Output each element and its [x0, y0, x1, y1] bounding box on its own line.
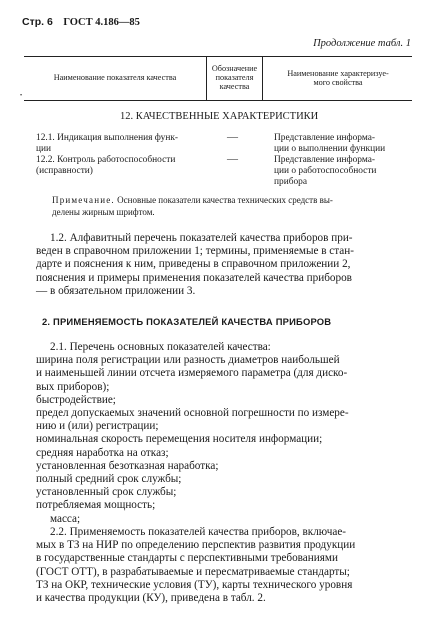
section-2-heading: 2. ПРИМЕНЯЕМОСТЬ ПОКАЗАТЕЛЕЙ КАЧЕСТВА ПРИБОРОВ [42, 316, 332, 327]
table-note: Примечание. Основные показатели качества технических средств вы- делены жирным шрифтом. [52, 195, 333, 217]
table-continuation-label: Продолжение табл. 1 [313, 38, 411, 49]
table-header-rule [24, 100, 412, 101]
table-row-property: Представление информа- ции о работоспособности прибора [274, 155, 377, 187]
col-header-property: Наименование характеризуе- мого свойства [287, 69, 389, 87]
note-label: Примечание. [52, 195, 115, 205]
table-row-symbol: — [227, 153, 238, 165]
paragraph-2-1: 2.1. Перечень основных показателей качества: ширина поля регистрации или разность диаметров наибольшей и наименьшей линии отсчета измеряемого параметра (для диско- вых приборов); быстродействие; предел допускаемых значений основной погрешности по измере- нию и (или) регистрации; номинальная скорость перемещения носителя информации; средняя наработка на отказ; установленная безотказная наработка; полный средний срок службы; установленный срок службы; потребляемая мощность; масса; [36, 341, 349, 525]
table-row-symbol: — [227, 131, 238, 143]
table-row-name: 12.2. Контроль работоспособности (исправности) [36, 155, 176, 176]
col-header-symbol: Обозначение показателя качества [211, 64, 258, 91]
paragraph-2-2: 2.2. Применяемость показателей качества приборов, включае- мых в ТЗ на НИР по определению перспектив развития продукции в государственные стандарты с перспективными требованиями (ГОСТ ОТТ), в разрабатываемые и пересматриваемые стандарты; ТЗ на ОКР, технические условия (ТУ), карты технического уровня и качества продукции (КУ), приведена в табл. 2. [36, 526, 356, 605]
page-number: Стр. 6 [22, 16, 53, 28]
running-header [22, 16, 140, 28]
col-header-name: Наименование показателя качества [53, 73, 177, 82]
table-top-rule [24, 56, 412, 57]
table-column-divider [262, 56, 263, 100]
standard-designation: ГОСТ 4.186—85 [63, 17, 140, 28]
paragraph-1-2: 1.2. Алфавитный перечень показателей качества приборов при- веден в справочном приложении 1; термины, применяемые в стан- дарте и пояснения к ним, приведены в справочном приложении 2, пояснения и примеры применения показателей качества приборов — в обязательном приложении 3. [36, 232, 354, 297]
margin-mark: • [20, 93, 23, 99]
table-section-title: 12. КАЧЕСТВЕННЫЕ ХАРАКТЕРИСТИКИ [120, 111, 319, 122]
table-row-property: Представление информа- ции о выполнении функции [274, 133, 386, 154]
table-row-name: 12.1. Индикация выполнения функ- ции [36, 133, 179, 154]
